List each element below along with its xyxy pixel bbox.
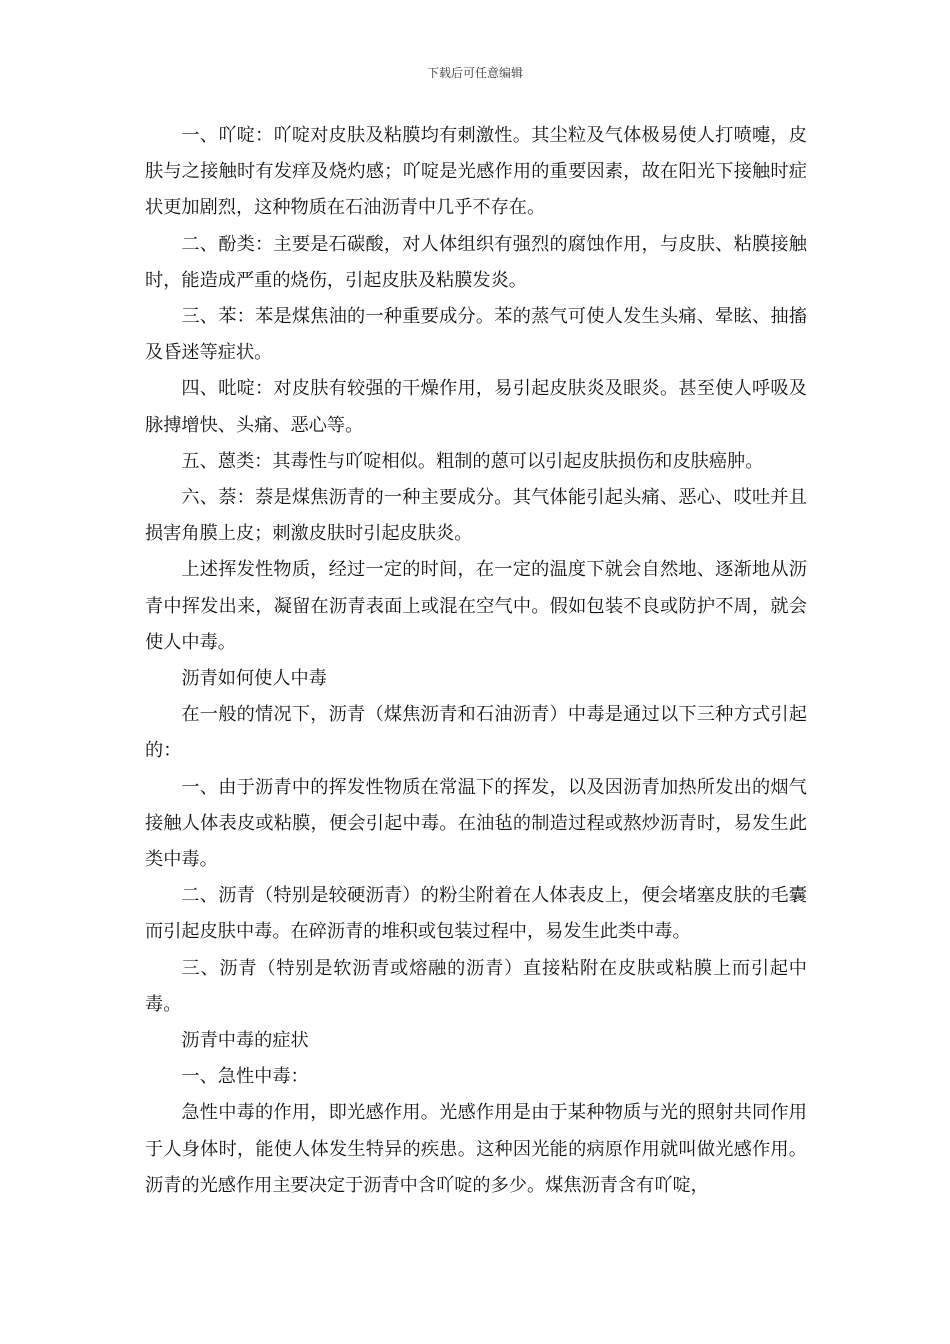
paragraph-acridine: 一、吖啶：吖啶对皮肤及粘膜均有刺激性。其尘粒及气体极易使人打喷嚏，皮肤与之接触时有发痒及烧灼感；吖啶是光感作用的重要因素，故在阳光下接触时症状更加剧烈，这种物质在石油沥青中几乎不存在。 xyxy=(145,125,807,219)
paragraph-phenols: 二、酚类：主要是石碳酸，对人体组织有强烈的腐蚀作用，与皮肤、粘膜接触时，能造成严重的烧伤，引起皮肤及粘膜发炎。 xyxy=(145,233,807,291)
page-header-note: 下载后可任意编辑 xyxy=(426,66,523,80)
paragraph-route-dust: 二、沥青（特别是较硬沥青）的粉尘附着在人体表皮上，便会堵塞皮肤的毛囊而引起皮肤中毒。在碎沥青的堆积或包装过程中，易发生此类中毒。 xyxy=(145,885,807,943)
document-body xyxy=(145,118,807,1204)
paragraph-pyridine: 四、吡啶：对皮肤有较强的干燥作用，易引起皮肤炎及眼炎。甚至使人呼吸及脉搏增快、头痛、恶心等。 xyxy=(145,378,807,436)
paragraph-routes-intro: 在一般的情况下，沥青（煤焦沥青和石油沥青）中毒是通过以下三种方式引起的： xyxy=(145,704,807,762)
paragraph-acute-poisoning: 急性中毒的作用，即光感作用。光感作用是由于某种物质与光的照射共同作用于人身体时，能使人体发生特异的疾患。这种因光能的病原作用就叫做光感作用。沥青的光感作用主要决定于沥青中含吖啶的多少。煤焦沥青含有吖啶， xyxy=(145,1102,807,1196)
paragraph-route-volatile: 一、由于沥青中的挥发性物质在常温下的挥发，以及因沥青加热所发出的烟气接触人体表皮或粘膜，便会引起中毒。在油毡的制造过程或熬炒沥青时，易发生此类中毒。 xyxy=(145,776,807,871)
paragraph-naphthalene: 六、萘：萘是煤焦沥青的一种主要成分。其气体能引起头痛、恶心、哎吐并且损害角膜上皮；刺激皮肤时引起皮肤炎。 xyxy=(145,487,807,545)
section-heading-symptoms: 沥青中毒的症状 xyxy=(181,1030,309,1052)
paragraph-route-contact: 三、沥青（特别是软沥青或熔融的沥青）直接粘附在皮肤或粘膜上而引起中毒。 xyxy=(145,957,807,1015)
paragraph-benzene: 三、苯：苯是煤焦油的一种重要成分。苯的蒸气可使人发生头痛、晕眩、抽搐及昏迷等症状。 xyxy=(145,306,807,364)
paragraph-volatile-summary: 上述挥发性物质，经过一定的时间，在一定的温度下就会自然地、逐渐地从沥青中挥发出来，凝留在沥青表面上或混在空气中。假如包装不良或防护不周，就会使人中毒。 xyxy=(145,559,807,653)
subheading-acute-poisoning: 一、急性中毒： xyxy=(181,1066,309,1088)
paragraph-anthracene: 五、蒽类：其毒性与吖啶相似。粗制的蒽可以引起皮肤损伤和皮肤癌肿。 xyxy=(181,450,764,472)
section-heading-poisoning-routes: 沥青如何使人中毒 xyxy=(181,668,327,690)
